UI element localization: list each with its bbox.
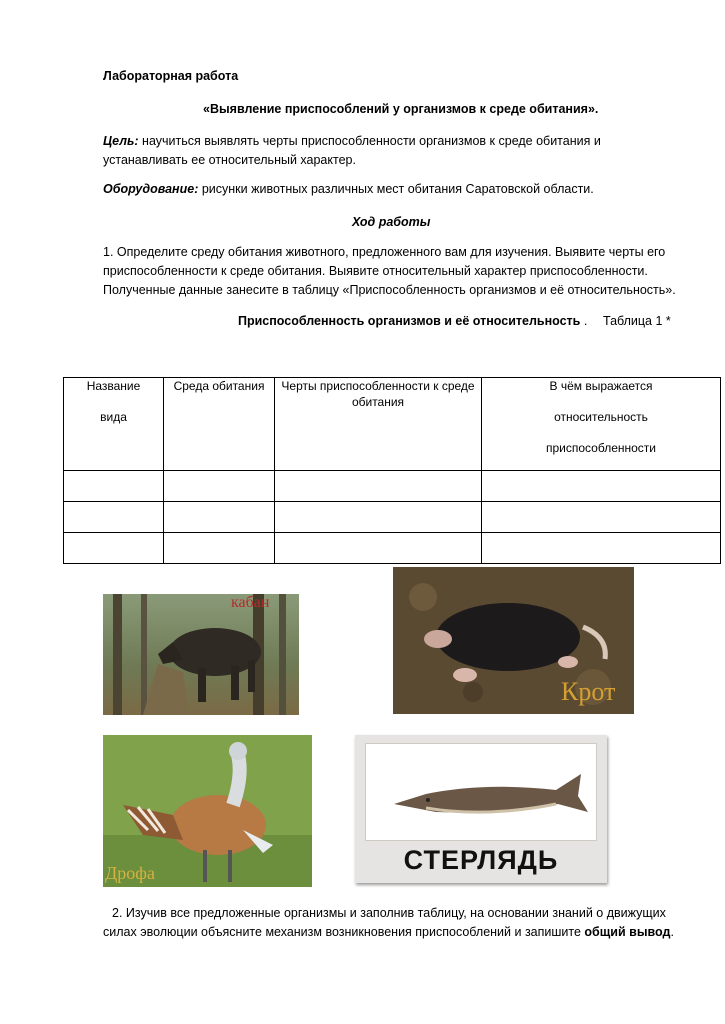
mole-image (393, 567, 634, 714)
mole-caption: Крот (561, 677, 616, 706)
table-number: Таблица 1 * (603, 314, 671, 328)
equipment-label: Оборудование: (103, 182, 199, 196)
table-cell[interactable] (164, 533, 275, 564)
table-row (64, 533, 721, 564)
progress-title: Ход работы (352, 215, 431, 229)
header-adaptation-traits: Черты приспособленности к среде обитания (275, 378, 482, 471)
header-relativity-line-1: В чём выражается (549, 379, 653, 393)
equipment-text: рисунки животных различных мест обитания Саратовской области. (198, 182, 594, 196)
table-row (64, 502, 721, 533)
lab-theme: «Выявление приспособлений у организмов к среде обитания». (203, 102, 599, 116)
table-cell[interactable] (275, 533, 482, 564)
sterlet-card (355, 735, 607, 883)
table-cell[interactable] (64, 533, 164, 564)
header-relativity (482, 378, 721, 471)
step2-line-2 (103, 922, 683, 942)
bustard-caption: Дрофа (105, 863, 155, 883)
step1-line-1: 1. Определите среду обитания животного, предложенного вам для изучения. Выявите черты его (103, 245, 666, 259)
table-title: Приспособленность организмов и её относительность (238, 314, 581, 328)
header-species-line-2: вида (100, 410, 127, 424)
goal-label: Цель: (103, 134, 139, 148)
sterlet-image (365, 743, 597, 841)
header-species-line-1: Название (86, 379, 141, 393)
table-cell[interactable] (64, 471, 164, 502)
table-cell[interactable] (275, 471, 482, 502)
table-cell[interactable] (164, 471, 275, 502)
adaptation-table (63, 377, 721, 564)
header-species (64, 378, 164, 471)
header-relativity-line-3: приспособленности (546, 441, 656, 455)
equipment-line (103, 179, 683, 199)
table-cell[interactable] (482, 471, 721, 502)
table-cell[interactable] (275, 502, 482, 533)
step2-line-1: 2. Изучив все предложенные организмы и заполнив таблицу, на основании знаний о движущих (112, 906, 666, 920)
step1-line-3: Полученные данные занесите в таблицу «Приспособленность организмов и её относительность». (103, 283, 676, 297)
boar-caption: кабан (231, 594, 270, 611)
goal-text-1: научиться выявлять черты приспособленности организмов к среде обитания и (138, 134, 601, 148)
goal-line-2: устанавливать ее относительный характер. (103, 153, 356, 167)
step2-bold: общий вывод (584, 925, 671, 939)
table-cell[interactable] (164, 502, 275, 533)
bustard-image (103, 735, 312, 887)
table-cell[interactable] (482, 502, 721, 533)
step2-end: . (670, 925, 674, 939)
sterlet-caption: СТЕРЛЯДЬ (403, 845, 559, 875)
step1-line-2: приспособленности к среде обитания. Выявите относительный характер приспособленности. (103, 264, 648, 278)
sterlet-illustration (366, 744, 596, 840)
table-title-dot: . (580, 314, 588, 328)
table-header-row (64, 378, 721, 471)
table-cell[interactable] (64, 502, 164, 533)
goal-line-1 (103, 131, 683, 151)
lab-title: Лабораторная работа (103, 69, 239, 83)
header-habitat: Среда обитания (164, 378, 275, 471)
boar-image (103, 594, 299, 715)
step2-text: силах эволюции объясните механизм возникновения приспособлений и запишите (103, 925, 585, 939)
header-relativity-line-2: относительность (554, 410, 648, 424)
boar-illustration (103, 594, 299, 715)
table-cell[interactable] (482, 533, 721, 564)
table-row (64, 471, 721, 502)
